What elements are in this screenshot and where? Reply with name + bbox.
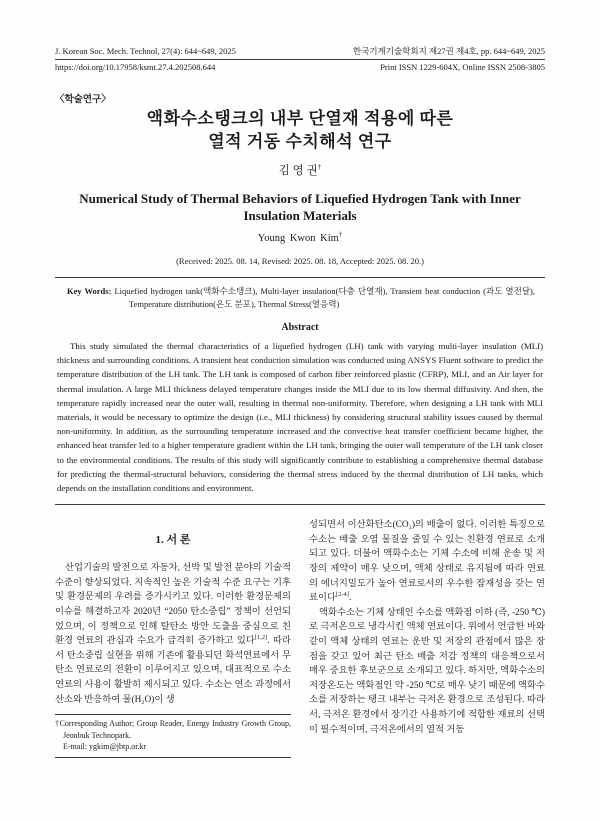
citation-ref-2: [2-4] <box>335 591 349 599</box>
journal-header <box>55 46 545 73</box>
citation-ref-1: [1,2] <box>254 634 268 642</box>
dagger-mark: † <box>338 230 343 239</box>
abstract-bottom-rule <box>55 504 545 505</box>
dagger-mark: † <box>55 719 60 729</box>
paper-title-korean-line2: 열적 거동 수치해석 연구 <box>208 132 392 151</box>
keywords-label: Key Words: <box>67 286 112 296</box>
author-english <box>55 230 545 244</box>
intro-left-text-2: . 따라서 탄소중립 실현을 위해 기존에 활용되던 화석연료에서 무탄소 연료로의 전환이 이루어지고 있으며, 대표적으로 수소 연료의 사용이 활발히 제시되고 있다. 수소는 연소 과정에서 산소와 반응하여 물(H₂O)이 생 <box>55 636 291 705</box>
intro-right-text-2: . <box>348 593 352 604</box>
journal-header-row-1 <box>55 46 545 60</box>
body-columns <box>55 518 545 757</box>
journal-name-en: J. Korean Soc. Mech. Technol, 27(4): 644~649, 2025 <box>55 46 236 56</box>
footnote-affiliation-text: Corresponding Author; Group Reader, Energy Industry Growth Group, Jeonbuk Technopark. <box>59 719 291 740</box>
journal-name-kr: 한국기계기술학회지 제27권 제4호, pp. 644~649, 2025 <box>352 46 545 56</box>
paper-title-korean <box>55 107 545 153</box>
section-1-heading: 1. 서 론 <box>155 534 191 547</box>
paper-title-english <box>55 191 545 224</box>
dagger-mark: † <box>317 163 322 172</box>
intro-right-text-1: 성되면서 이산화탄소(CO₂)의 배출이 없다. 이러한 특징으로 수소는 배출 오염 물질을 줄일 수 있는 친환경 연료로 소개되고 있다. 더불어 액화수소는 기체 수소에 비해 운송 및 저장의 제약이 매우 낮으며, 액체 상태로 유지됨에 따라 연료의 에너지밀도가 높아 연료로서의 우수한 잠재성을 갖는 연료이다 <box>309 520 545 604</box>
author-korean <box>55 162 545 178</box>
intro-paragraph-right-1 <box>309 518 545 606</box>
footnote-email: E-mail: ygkim@jbtp.or.kr <box>63 742 147 752</box>
footnote-affiliation <box>55 718 291 741</box>
keywords-text: Liquefied hydrogen tank(액화수소탱크), Multi-layer insulation(다층 단열재), Transient heat conduction (과도 열전달), Temperature distribution(온도 분포), Thermal Stress(열응력) <box>111 286 536 309</box>
abstract-text: This study simulated the thermal characteristics of a liquefied hydrogen (LH) tank with varying multi-layer insulation (MLI) thickness and surrounding conditions. A transient heat conduction simulation was conducted using ANSYS Fluent software to predict the temperature distribution of the LH tank. The LH tank is composed of carbon fiber reinforced plastic (CFRP), MLI, and an Air layer for thermal insulation. A large MLI thickness delayed temperature changes inside the MLI due to its low thermal diffusivity. And then, the temperature rapidly increased near the outer wall, resulting in thermal non-uniformity. Therefore, when designing a LH tank with MLI materials, it would be necessary to optimize the design (i.e., MLI thickness) by considering structural stability issues caused by thermal non-uniformity. In addition, as the surrounding temperature increased and the convective heat transfer coefficient became higher, the enhanced heat transfer led to a higher temperature gradient within the LH tank, bringing the outer wall temperature of the LH tank closer to the environmental conditions. The results of this study will significantly contribute to establishing a comprehensive thermal database for predicting the thermal-structural behaviors, considering the thermal stress induced by the thermal distribution of LH tanks, which depends on the installation conditions and environment. <box>57 341 543 494</box>
keywords-block <box>67 285 535 310</box>
right-column <box>309 518 545 757</box>
issn-text: Print ISSN 1229-604X, Online ISSN 2508-3805 <box>380 62 545 72</box>
footnote-block <box>55 714 291 758</box>
intro-paragraph-right-2: 액화수소는 기체 상태인 수소를 액화점 이하 (즉, -250 ℃)로 극저온으로 냉각시킨 액체 연료이다. 위에서 언급한 바와 같이 액체 상태의 연료는 운반 및 저장의 관점에서 많은 장점을 갖고 있어 최근 탄소 배출 저감 정책의 대응책으로서 매우 중요한 후보군으로 소개되고 있다. 하지만, 액화수소의 저장온도는 액화점인 약 -250 ℃로 매우 낮기 때문에 액화수소를 저장하는 탱크 내부는 극저온 환경으로 조성된다. 따라서, 극저온 환경에서 장기간 사용하기에 적합한 재료의 선택이 필수적이며, 극저온에서의 열적 거동 <box>309 607 545 735</box>
keywords-top-rule <box>55 277 545 278</box>
author-english-name: Young Kwon Kim <box>257 233 339 244</box>
submission-dates: (Received: 2025. 08. 14, Revised: 2025. 08. 18, Accepted: 2025. 08. 20.) <box>176 256 424 266</box>
paper-title-english-line2: Insulation Materials <box>243 207 357 223</box>
journal-header-row-2 <box>55 60 545 73</box>
abstract-heading: Abstract <box>281 322 319 333</box>
left-column <box>55 518 291 757</box>
paper-title-english-line1: Numerical Study of Thermal Behaviors of Liquefied Hydrogen Tank with Inner <box>79 191 521 206</box>
doi-text: https://doi.org/10.17958/ksmt.27.4.202508.644 <box>55 62 216 72</box>
article-type-label: 〈학술연구〉 <box>55 95 111 105</box>
paper-title-korean-line1: 액화수소탱크의 내부 단열재 적용에 따른 <box>146 109 454 128</box>
intro-left-text-1: 산업기술의 발전으로 자동차, 선박 및 발전 분야의 기술적 수준이 향상되었다. 지속적인 높은 기술적 수준 요구는 기후 및 환경문제의 우려를 증가시키고 있다. 이러한 환경문제의 이슈를 해결하고자 2020년 “2050 탄소중립” 정책이 선언되었으며, 이 정책으로 인해 탈탄소 방안 도출을 중심으로 친환경 연료의 관심과 수요가 급격히 증가하고 있다 <box>55 563 291 647</box>
intro-paragraph-left <box>55 561 291 707</box>
author-korean-name: 김 영 권 <box>278 165 318 177</box>
